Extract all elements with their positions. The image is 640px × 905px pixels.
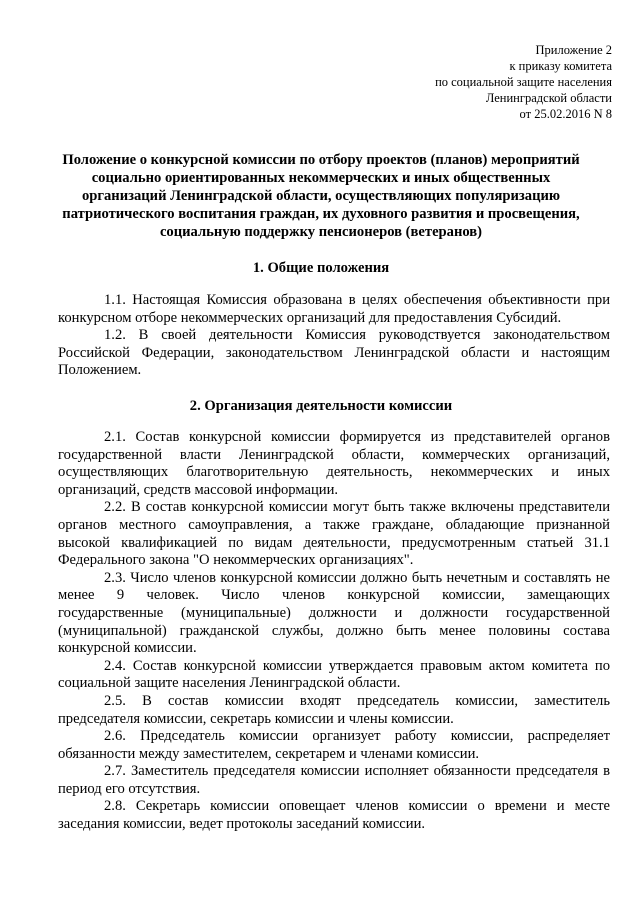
paragraph-line: Положением. [58,362,142,379]
title-line: социальную поддержку пенсионеров (ветеранов) [159,224,483,240]
paragraph-line: 2.4. Состав конкурсной комиссии утверждается правовым актом комитета по [104,657,610,674]
paragraph-line: 2.3. Число членов конкурсной комиссии должно быть нечетным и составлять не [104,569,610,586]
section-heading: 2. Организация деятельности комиссии [189,398,453,414]
paragraph-line: заседания комиссии, ведет протоколы заседаний комиссии. [58,816,426,833]
section-body [58,292,610,380]
paragraph-line: обязанности между заместителем, секретарем и членами комиссии. [58,745,480,762]
paragraph-line: 2.6. Председатель комиссии организует работу комиссии, распределяет [104,728,610,745]
appendix-line: по социальной защите населения [435,75,612,89]
appendix-line: Ленинградской области [485,91,612,105]
paragraph-line: конкурсном отборе некоммерческих организаций для предоставления Субсидий. [58,309,562,326]
appendix-line: к приказу комитета [509,59,612,73]
paragraph-line: осуществляющих благотворительную деятельность, некоммерческих и иных [58,464,610,481]
paragraph-line: Российской Федерации, законодательством Ленинградской области и настоящим [58,344,610,361]
paragraph-line: конкурсной комиссии. [58,640,197,657]
title-line: социально ориентированных некоммерческих и иных общественных [91,170,551,186]
paragraph-line: Федерального закона "О некоммерческих организациях". [58,552,414,569]
appendix-header [435,42,612,122]
paragraph-line: 2.1. Состав конкурсной комиссии формируется из представителей органов [104,429,610,445]
appendix-line: от 25.02.2016 N 8 [519,107,612,121]
paragraph-line: период его отсутствия. [58,780,201,797]
section-heading: 1. Общие положения [252,260,390,276]
paragraph-line: государственной власти Ленинградской области, коммерческих организаций, [58,446,610,463]
paragraph-line: организаций, средств массовой информации. [58,481,339,498]
section-body [58,429,610,834]
paragraph-line: менее 9 человек. Число членов конкурсной комиссии, замещающих [58,587,610,604]
paragraph-line: высокой квалификацией по видам деятельности, предусмотренным статьей 31.1 [58,534,610,551]
paragraph-line: государственные (муниципальные) должности и должности государственной [58,604,610,621]
appendix-line: Приложение 2 [535,43,612,57]
paragraph-line: 2.2. В состав конкурсной комиссии могут быть также включены представители [104,499,610,516]
paragraph-line: 1.1. Настоящая Комиссия образована в целях обеспечения объективности при [104,292,610,308]
paragraph-line: 1.2. В своей деятельности Комиссия руководствуется законодательством [104,327,610,344]
paragraph-line: 2.8. Секретарь комиссии оповещает членов комиссии о времени и месте [104,798,610,815]
paragraph-line: (муниципальной) гражданской службы, должно быть менее половины состава [58,622,610,639]
paragraph-line: 2.7. Заместитель председателя комиссии исполняет обязанности председателя в [104,763,610,780]
paragraph-line: социальной защите населения Ленинградской области. [58,675,401,692]
paragraph-line: органов местного самоуправления, а также граждане, обладающие признанной [58,516,610,533]
paragraph-line: 2.5. В состав комиссии входят председатель комиссии, заместитель [104,692,610,709]
document-title [58,151,584,241]
title-line: патриотического воспитания граждан, их духовного развития и просвещения, [62,206,580,222]
title-line: Положение о конкурсной комиссии по отбору проектов (планов) мероприятий [62,152,580,168]
title-line: организаций Ленинградской области, осуществляющих популяризацию [81,188,561,204]
paragraph-line: председателя комиссии, секретарь комиссии и члены комиссии. [58,710,454,727]
